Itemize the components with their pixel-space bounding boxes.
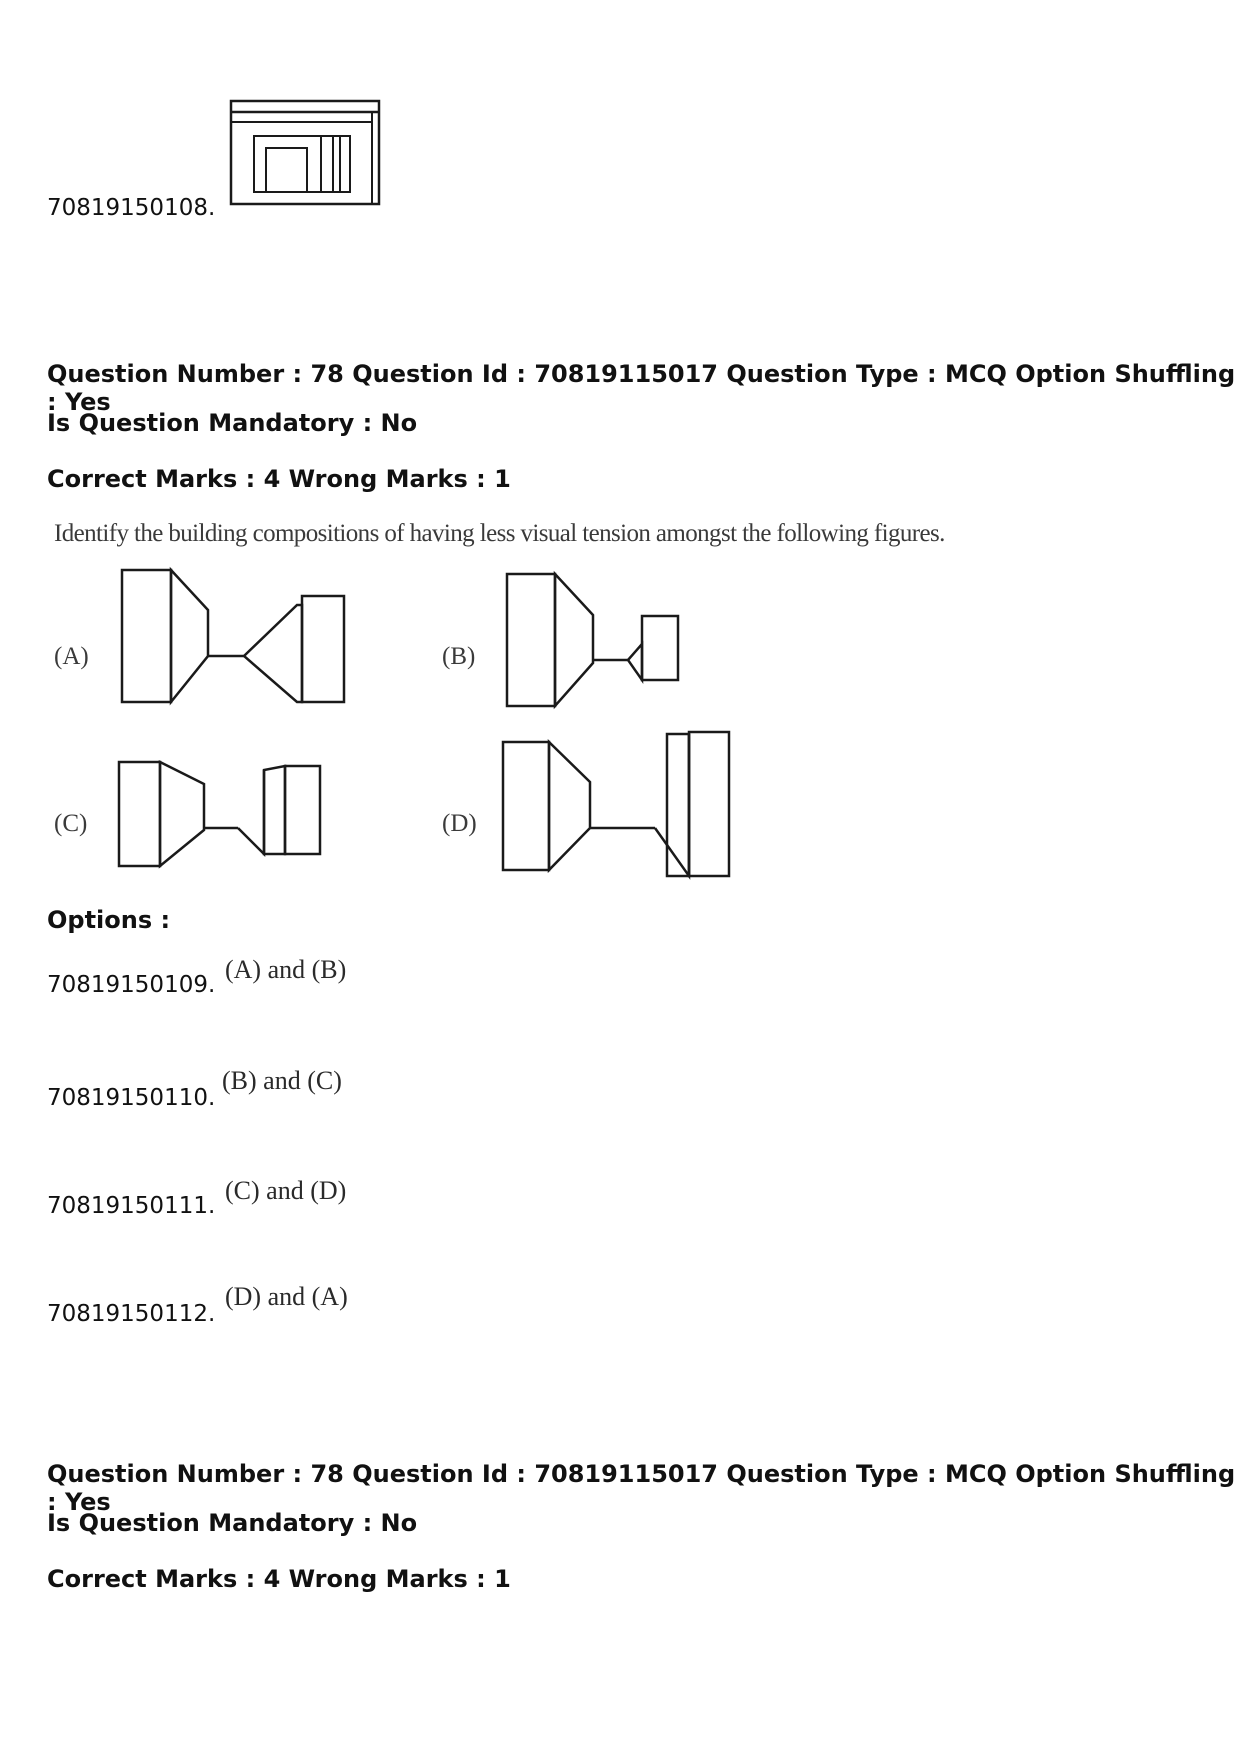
figure-d-drawing [503, 732, 729, 876]
figure-c-drawing [119, 762, 320, 866]
option-text: (B) and (C) [222, 1066, 342, 1095]
option-id: 70819150112. [47, 1301, 216, 1327]
option-text: (A) and (B) [225, 955, 347, 984]
question-figures [0, 560, 760, 880]
question-marks-line: Correct Marks : 4 Wrong Marks : 1 [47, 1565, 511, 1593]
figure-b-drawing [507, 574, 678, 706]
question-header-line-1: Question Number : 78 Question Id : 70819115017 Question Type : MCQ Option Shuffling : Yes [47, 360, 1236, 416]
prev-option-id: 70819150108. [47, 195, 216, 221]
option-id: 70819150111. [47, 1193, 216, 1219]
option-text: (C) and (D) [225, 1176, 347, 1205]
question-mandatory-line: Is Question Mandatory : No [47, 409, 418, 437]
figure-label-b: (B) [442, 643, 476, 670]
option-id: 70819150110. [47, 1085, 216, 1111]
options-heading: Options : [47, 906, 171, 934]
option-id: 70819150109. [47, 972, 216, 998]
figure-label-c: (C) [54, 810, 88, 837]
question-header-line-1: Question Number : 78 Question Id : 70819115017 Question Type : MCQ Option Shuffling : Yes [47, 1460, 1236, 1516]
question-mandatory-line: Is Question Mandatory : No [47, 1509, 418, 1537]
figure-label-a: (A) [54, 643, 89, 670]
question-marks-line: Correct Marks : 4 Wrong Marks : 1 [47, 465, 511, 493]
figure-label-d: (D) [442, 810, 477, 837]
figure-a-drawing [122, 570, 344, 702]
prev-option-figure [228, 98, 382, 210]
question-text: Identify the building compositions of having less visual tension amongst the following figures. [54, 520, 945, 547]
option-text: (D) and (A) [225, 1282, 348, 1311]
